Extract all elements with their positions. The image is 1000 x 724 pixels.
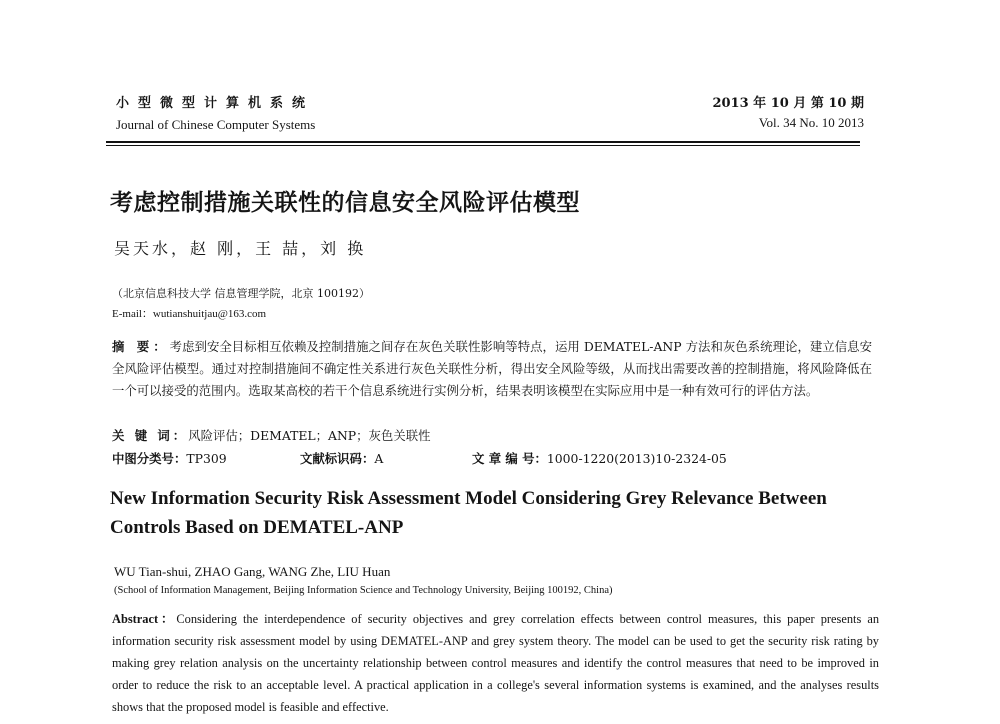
keywords-cn bbox=[112, 426, 431, 444]
affiliation-en: (School of Information Management, Beijing Information Science and Technology University, Beijing 100192, China) bbox=[114, 585, 613, 596]
keywords-text-cn: 风险评估；DEMATEL；ANP；灰色关联性 bbox=[188, 428, 431, 443]
abstract-text-cn: 考虑到安全目标相互依赖及控制措施之间存在灰色关联性影响等特点，运用 DEMATEL-ANP 方法和灰色系统理论，建立信息安全风险评估模型。通过对控制措施间不确定性关系进行灰色关联性分析，得出安全风险等级，从而找出需要改善的控制措施，将风险降低在一个可以接受的范围内。选取某高校的若干个信息系统进行实例分析，结果表明该模型在实际应用中是一种有效可行的评估方法。 bbox=[112, 339, 872, 398]
header-rule-thick bbox=[106, 141, 860, 143]
keywords-label-cn: 关 键 词： bbox=[112, 428, 189, 443]
journal-name-en: Journal of Chinese Computer Systems bbox=[116, 117, 316, 132]
doc-code-field bbox=[300, 449, 383, 467]
abstract-en bbox=[112, 608, 879, 718]
abstract-cn bbox=[112, 336, 872, 402]
paper-title-cn: 考虑控制措施关联性的信息安全风险评估模型 bbox=[110, 190, 580, 216]
author-email: E-mail：wutianshuitjau@163.com bbox=[112, 308, 267, 320]
article-no-label: 文 章 编 号： bbox=[472, 451, 547, 466]
abstract-text-en: Considering the interdependence of security objectives and grey correlation effects between control measures, this paper presents an information security risk assessment model by using DEMATEL-ANP and grey system theory. The model can be used to get the security risk rating by making grey relation analysis on the uncertainty relationship between control measures and identify the control measures that need to be improved in order to reduce the risk to an acceptable level. A practical application in a college's several information systems is examined, and the analyses results shows that the proposed model is feasible and effective. bbox=[112, 612, 880, 714]
classification-row bbox=[112, 449, 872, 467]
article-no-value: 1000-1220(2013)10-2324-05 bbox=[546, 451, 727, 466]
authors-cn: 吴天水，赵 刚，王 喆，刘 换 bbox=[114, 239, 367, 258]
doc-code-value: A bbox=[374, 451, 384, 466]
authors-en: WU Tian-shui, ZHAO Gang, WANG Zhe, LIU Huan bbox=[114, 564, 391, 579]
clc-value: TP309 bbox=[186, 451, 227, 466]
header-rule-thin bbox=[106, 145, 860, 146]
paper-title-en: New Information Security Risk Assessment Model Considering Grey Relevance Between Controls Based on DEMATEL-ANP bbox=[110, 488, 827, 538]
abstract-label-cn: 摘 要： bbox=[112, 339, 170, 354]
issue-volume-en: Vol. 34 No. 10 2013 bbox=[758, 115, 864, 130]
doc-code-label: 文献标识码： bbox=[300, 451, 375, 466]
article-no-field bbox=[472, 449, 727, 467]
clc-label: 中图分类号： bbox=[112, 451, 187, 466]
affiliation-cn: （北京信息科技大学 信息管理学院，北京 100192） bbox=[112, 287, 370, 300]
clc-field bbox=[112, 449, 227, 467]
issue-date-cn: 2013 年 10 月 第 10 期 bbox=[712, 96, 864, 111]
journal-name-cn: 小型微型计算机系统 bbox=[116, 96, 315, 111]
abstract-label-en: Abstract： bbox=[112, 612, 177, 626]
